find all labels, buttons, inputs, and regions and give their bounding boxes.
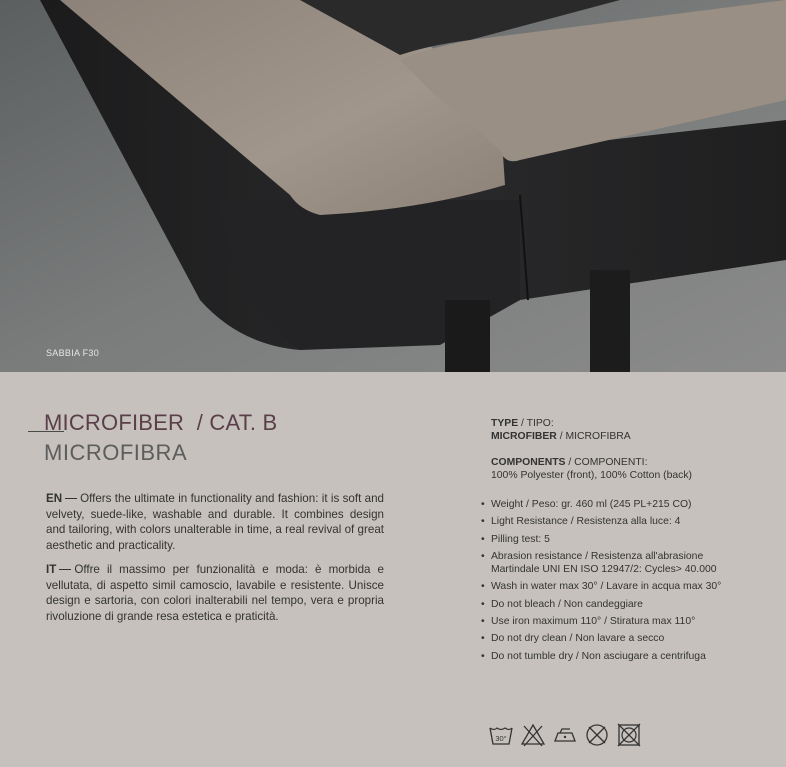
wash-30-icon [488, 722, 514, 748]
dash [65, 498, 77, 499]
iron-icon [552, 722, 578, 748]
specs-list [481, 498, 781, 667]
spec-item: • Do not dry clean / Non lavare a secco [481, 632, 781, 645]
description-en-text: Offers the ultimate in functionality and fashion: it is soft and velvety, suede-like, washable and durable. It combines design and tailoring, with colors unalterable in time, a real revival of great aesthetic and practicality. [46, 492, 384, 552]
no-tumble-dry-icon [616, 722, 642, 748]
product-photo [0, 0, 786, 372]
components-block [491, 456, 692, 482]
wash-temp-label: 30° [495, 734, 507, 743]
no-bleach-icon [520, 722, 546, 748]
spec-item: • Light Resistance / Resistenza alla luce: 4 [481, 515, 781, 528]
type-label-it: / TIPO: [518, 418, 554, 429]
type-value-it: / MICROFIBRA [556, 431, 631, 442]
dash [59, 569, 71, 570]
spec-item: • Weight / Peso: gr. 460 ml (245 PL+215 CO) [481, 498, 781, 511]
lang-tag-it: IT [46, 563, 57, 576]
page-subtitle: MICROFIBRA [44, 440, 188, 465]
page-title: MICROFIBER / CAT. B [44, 410, 278, 435]
type-value: MICROFIBER [491, 431, 557, 442]
spec-item: • Do not bleach / Non candeggiare [481, 598, 781, 611]
spec-item: • Abrasion resistance / Resistenza all'abrasione Martindale UNI EN ISO 12947/2: Cycles> 40.000 [481, 550, 741, 577]
components-value: 100% Polyester (front), 100% Cotton (back) [491, 470, 692, 481]
care-icons [488, 721, 642, 749]
type-label: TYPE [491, 418, 519, 429]
description-it-text: Offre il massimo per funzionalità e moda: è morbida e vellutata, di aspetto simil camoscio, lavabile e resistente. Unisce design e sartoria, con colori inalterabili nel tempo, vera e propria rivoluzione di grande resa estetica e praticità. [46, 563, 384, 623]
photo-caption: SABBIA F30 [46, 348, 100, 358]
description-it [46, 562, 384, 624]
lang-tag-en: EN [46, 492, 63, 505]
no-dry-clean-icon [584, 722, 610, 748]
type-block [491, 417, 631, 443]
spec-item: • Use iron maximum 110° / Stiratura max 110° [481, 615, 781, 628]
description-en [46, 491, 384, 553]
spec-item: • Do not tumble dry / Non asciugare a centrifuga [481, 650, 781, 663]
components-label: COMPONENTS [491, 457, 566, 468]
spec-item: • Wash in water max 30° / Lavare in acqua max 30° [481, 580, 781, 593]
sofa-corner-image [0, 0, 786, 372]
spec-item: • Pilling test: 5 [481, 533, 781, 546]
components-label-it: / COMPONENTI: [565, 457, 648, 468]
